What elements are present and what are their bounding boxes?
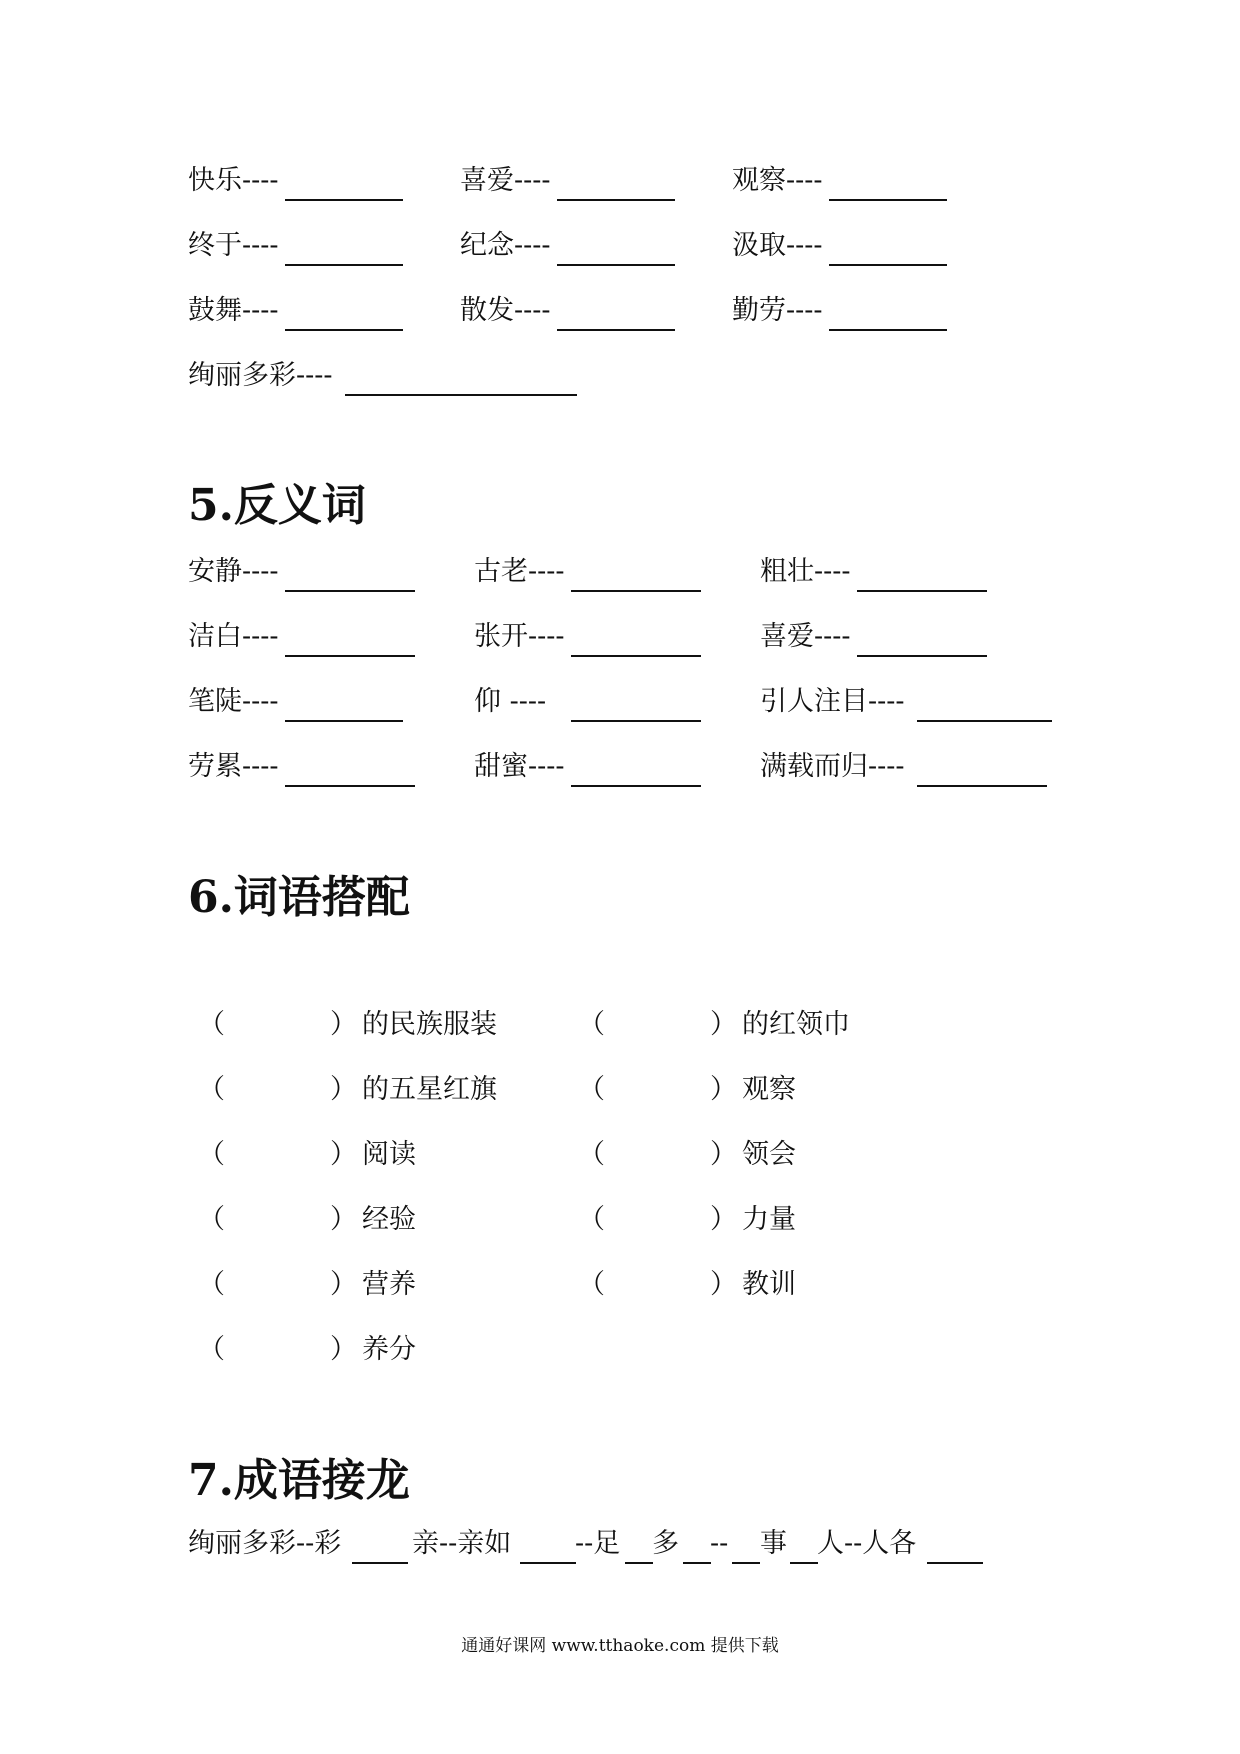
idiom-chain-text: 绚丽多彩--彩 [188,1528,342,1559]
antonym-word: 安静---- [188,556,279,587]
collocation-phrase: 教训 [742,1269,796,1300]
synonym-word: 汲取---- [732,230,823,261]
antonym-word: 古老---- [474,556,565,587]
open-paren: （ [198,1204,225,1235]
collocation-phrase: 力量 [742,1204,796,1235]
answer-blank[interactable] [732,1562,760,1564]
close-paren: ） [330,1009,357,1040]
antonym-word: 满载而归---- [760,751,905,782]
open-paren: （ [578,1009,605,1040]
close-paren: ） [710,1139,737,1170]
idiom-chain-text: 事 [760,1528,787,1559]
open-paren: （ [198,1269,225,1300]
open-paren: （ [578,1269,605,1300]
antonym-word: 引人注目---- [760,686,905,717]
close-paren: ） [330,1269,357,1300]
collocation-phrase: 的红领巾 [742,1009,850,1040]
answer-blank[interactable] [927,1562,983,1564]
synonym-word: 散发---- [460,295,551,326]
answer-blank[interactable] [917,785,1047,787]
synonym-word: 鼓舞---- [188,295,279,326]
answer-blank[interactable] [352,1562,408,1564]
close-paren: ） [710,1204,737,1235]
answer-blank[interactable] [285,329,403,331]
synonym-word: 喜爱---- [460,165,551,196]
answer-blank[interactable] [285,590,415,592]
open-paren: （ [198,1139,225,1170]
synonym-word: 观察---- [732,165,823,196]
answer-blank[interactable] [829,199,947,201]
answer-blank[interactable] [520,1562,576,1564]
collocation-phrase: 观察 [742,1074,796,1105]
answer-blank[interactable] [285,655,415,657]
open-paren: （ [198,1009,225,1040]
answer-blank[interactable] [917,720,1052,722]
antonym-word: 洁白---- [188,621,279,652]
answer-blank[interactable] [571,655,701,657]
answer-blank[interactable] [683,1562,711,1564]
idiom-chain-text: --足 [575,1528,621,1559]
answer-blank[interactable] [857,590,987,592]
antonym-word: 张开---- [474,621,565,652]
close-paren: ） [710,1269,737,1300]
collocation-phrase: 阅读 [362,1139,416,1170]
close-paren: ） [710,1074,737,1105]
collocation-phrase: 经验 [362,1204,416,1235]
answer-blank[interactable] [571,590,701,592]
idiom-chain-text: -- [710,1528,729,1559]
antonym-word: 笔陡---- [188,686,279,717]
answer-blank[interactable] [285,720,403,722]
close-paren: ） [710,1009,737,1040]
collocation-phrase: 的五星红旗 [362,1074,497,1105]
collocation-phrase: 养分 [362,1334,416,1365]
section-title-collocation: 6.词语搭配 [188,872,410,923]
close-paren: ） [330,1204,357,1235]
section-title-antonyms: 5.反义词 [188,480,366,531]
answer-blank[interactable] [285,199,403,201]
answer-blank[interactable] [285,785,415,787]
collocation-phrase: 的民族服装 [362,1009,497,1040]
open-paren: （ [198,1334,225,1365]
synonym-word: 快乐---- [188,165,279,196]
answer-blank[interactable] [557,264,675,266]
section-title-idiom-chain: 7.成语接龙 [188,1455,410,1506]
idiom-chain-text: 亲--亲如 [412,1528,512,1559]
answer-blank[interactable] [857,655,987,657]
idiom-chain-text: 多 [652,1528,679,1559]
collocation-phrase: 领会 [742,1139,796,1170]
antonym-word: 甜蜜---- [474,751,565,782]
collocation-phrase: 营养 [362,1269,416,1300]
answer-blank[interactable] [625,1562,653,1564]
synonym-word: 勤劳---- [732,295,823,326]
antonym-word: 劳累---- [188,751,279,782]
open-paren: （ [578,1074,605,1105]
answer-blank[interactable] [790,1562,818,1564]
open-paren: （ [578,1139,605,1170]
synonym-word: 终于---- [188,230,279,261]
synonym-word: 纪念---- [460,230,551,261]
open-paren: （ [198,1074,225,1105]
answer-blank[interactable] [345,394,577,396]
open-paren: （ [578,1204,605,1235]
answer-blank[interactable] [571,785,701,787]
answer-blank[interactable] [829,264,947,266]
close-paren: ） [330,1074,357,1105]
answer-blank[interactable] [285,264,403,266]
close-paren: ） [330,1139,357,1170]
answer-blank[interactable] [571,720,701,722]
answer-blank[interactable] [557,329,675,331]
antonym-word: 喜爱---- [760,621,851,652]
idiom-chain-text: 人--人各 [817,1528,917,1559]
answer-blank[interactable] [829,329,947,331]
antonym-word: 仰 ---- [474,686,547,717]
synonym-word: 绚丽多彩---- [188,360,333,391]
answer-blank[interactable] [557,199,675,201]
page-footer: 通通好课网 www.tthaoke.com 提供下载 [461,1636,779,1656]
close-paren: ） [330,1334,357,1365]
antonym-word: 粗壮---- [760,556,851,587]
